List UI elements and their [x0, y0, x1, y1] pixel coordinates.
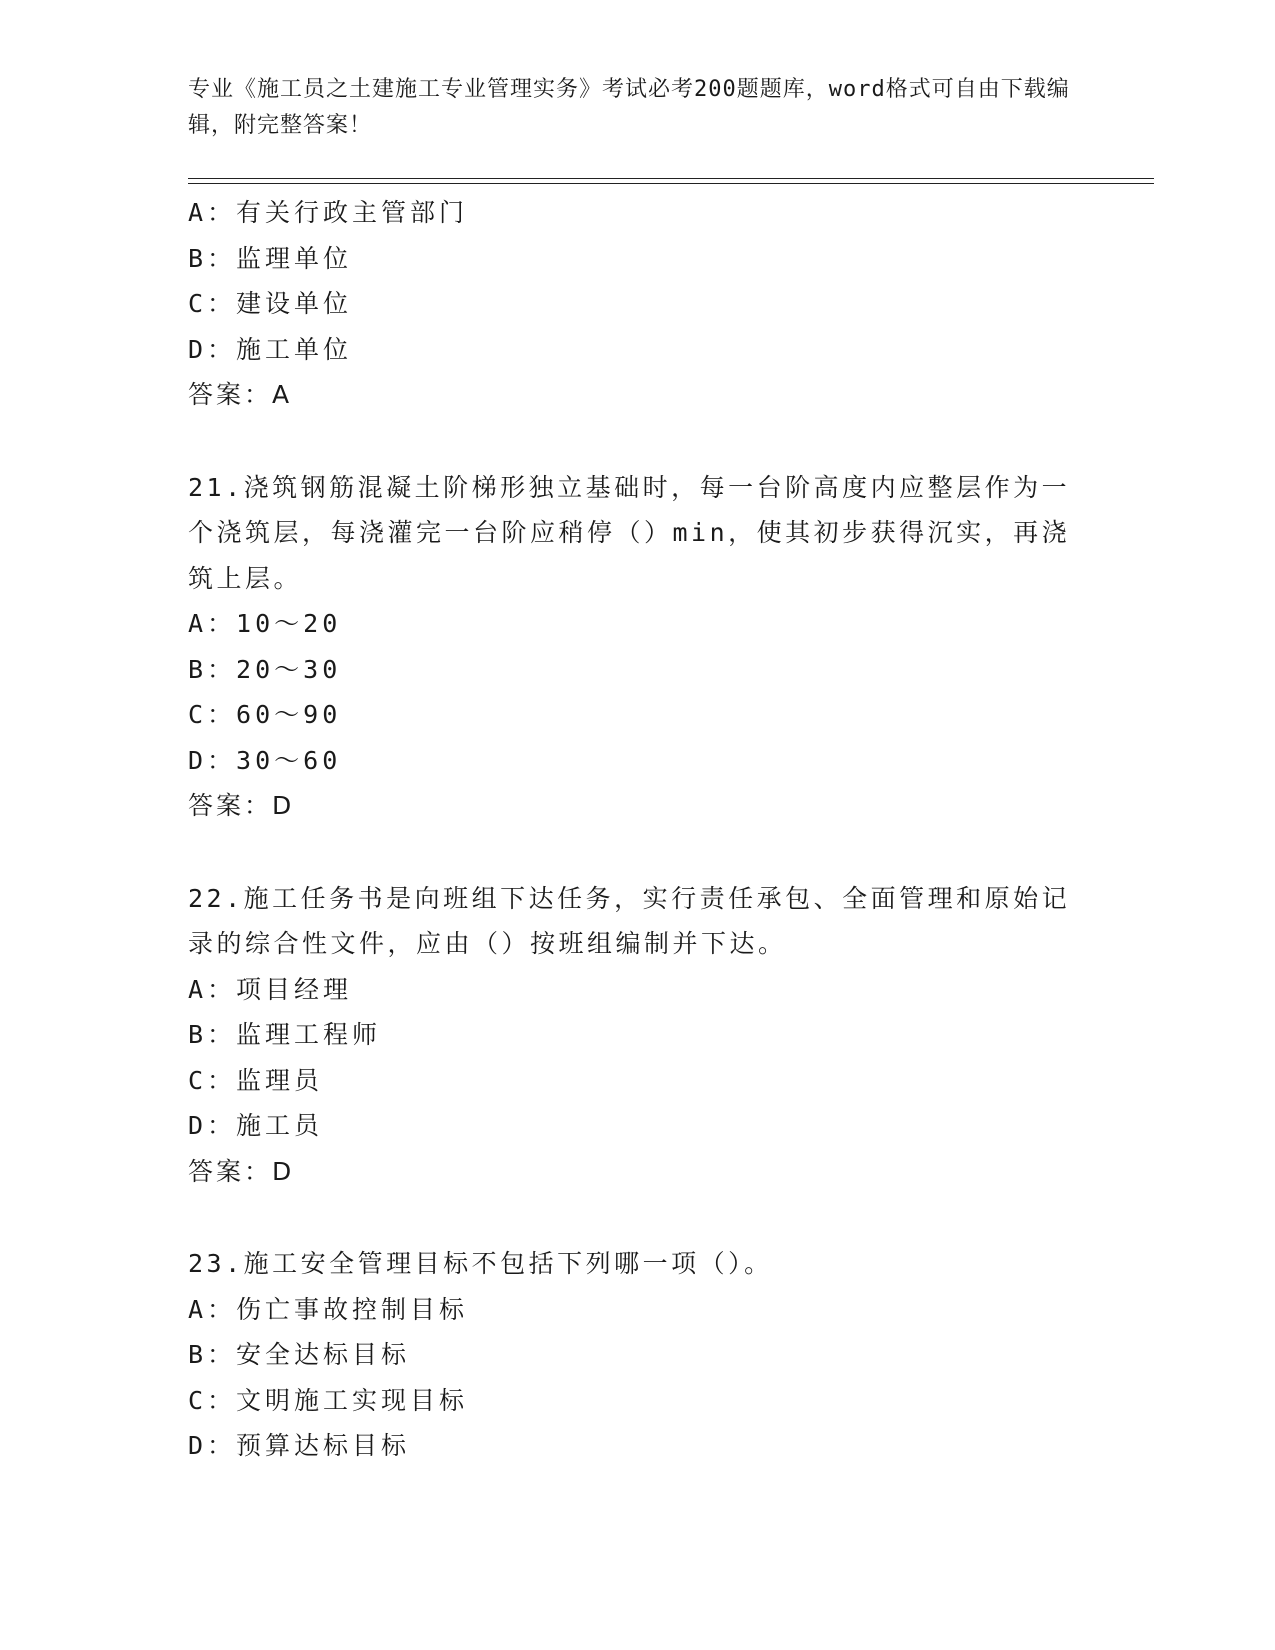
- option-c: C：监理员: [188, 1065, 324, 1095]
- answer-line: 答案：A: [188, 380, 293, 409]
- option-c: C：建设单位: [188, 289, 353, 318]
- question-block-23: [188, 1241, 1088, 1469]
- option-d: D：施工单位: [188, 334, 353, 364]
- option-b: B：20～30: [188, 654, 342, 684]
- question-stem: 23.施工安全管理目标不包括下列哪一项（）。: [188, 1249, 773, 1278]
- answer-line: 答案：D: [188, 1156, 295, 1186]
- option-a: A：10～20: [188, 609, 342, 638]
- question-block-22: [188, 876, 1088, 1195]
- question-block-21: [188, 465, 1088, 829]
- option-a: A：伤亡事故控制目标: [188, 1294, 469, 1324]
- option-a: A：有关行政主管部门: [188, 198, 469, 227]
- option-c: C：文明施工实现目标: [188, 1385, 469, 1415]
- header-rule-bottom: [188, 183, 1154, 184]
- option-d: D：30～60: [188, 745, 342, 775]
- question-stem: 22.施工任务书是向班组下达任务，实行责任承包、全面管理和原始记录的综合性文件，应由（）按班组编制并下达。: [188, 883, 1071, 958]
- header-rule-top: [188, 178, 1154, 179]
- option-b: B：监理工程师: [188, 1020, 382, 1049]
- option-d: D：施工员: [188, 1111, 324, 1140]
- option-d: D：预算达标目标: [188, 1431, 411, 1460]
- question-block-20: [188, 190, 1088, 418]
- question-stem: 21.浇筑钢筋混凝土阶梯形独立基础时，每一台阶高度内应整层作为一个浇筑层，每浇灌完一台阶应稍停（）min，使其初步获得沉实，再浇筑上层。: [188, 472, 1071, 593]
- option-c: C：60～90: [188, 700, 342, 729]
- option-b: B：安全达标目标: [188, 1340, 411, 1369]
- page-header: 专业《施工员之土建施工专业管理实务》考试必考200题题库，word格式可自由下载编辑，附完整答案！: [188, 77, 1070, 138]
- document-body: [188, 190, 1088, 1469]
- option-b: B：监理单位: [188, 243, 353, 273]
- answer-line: 答案：D: [188, 791, 295, 820]
- option-a: A：项目经理: [188, 974, 353, 1004]
